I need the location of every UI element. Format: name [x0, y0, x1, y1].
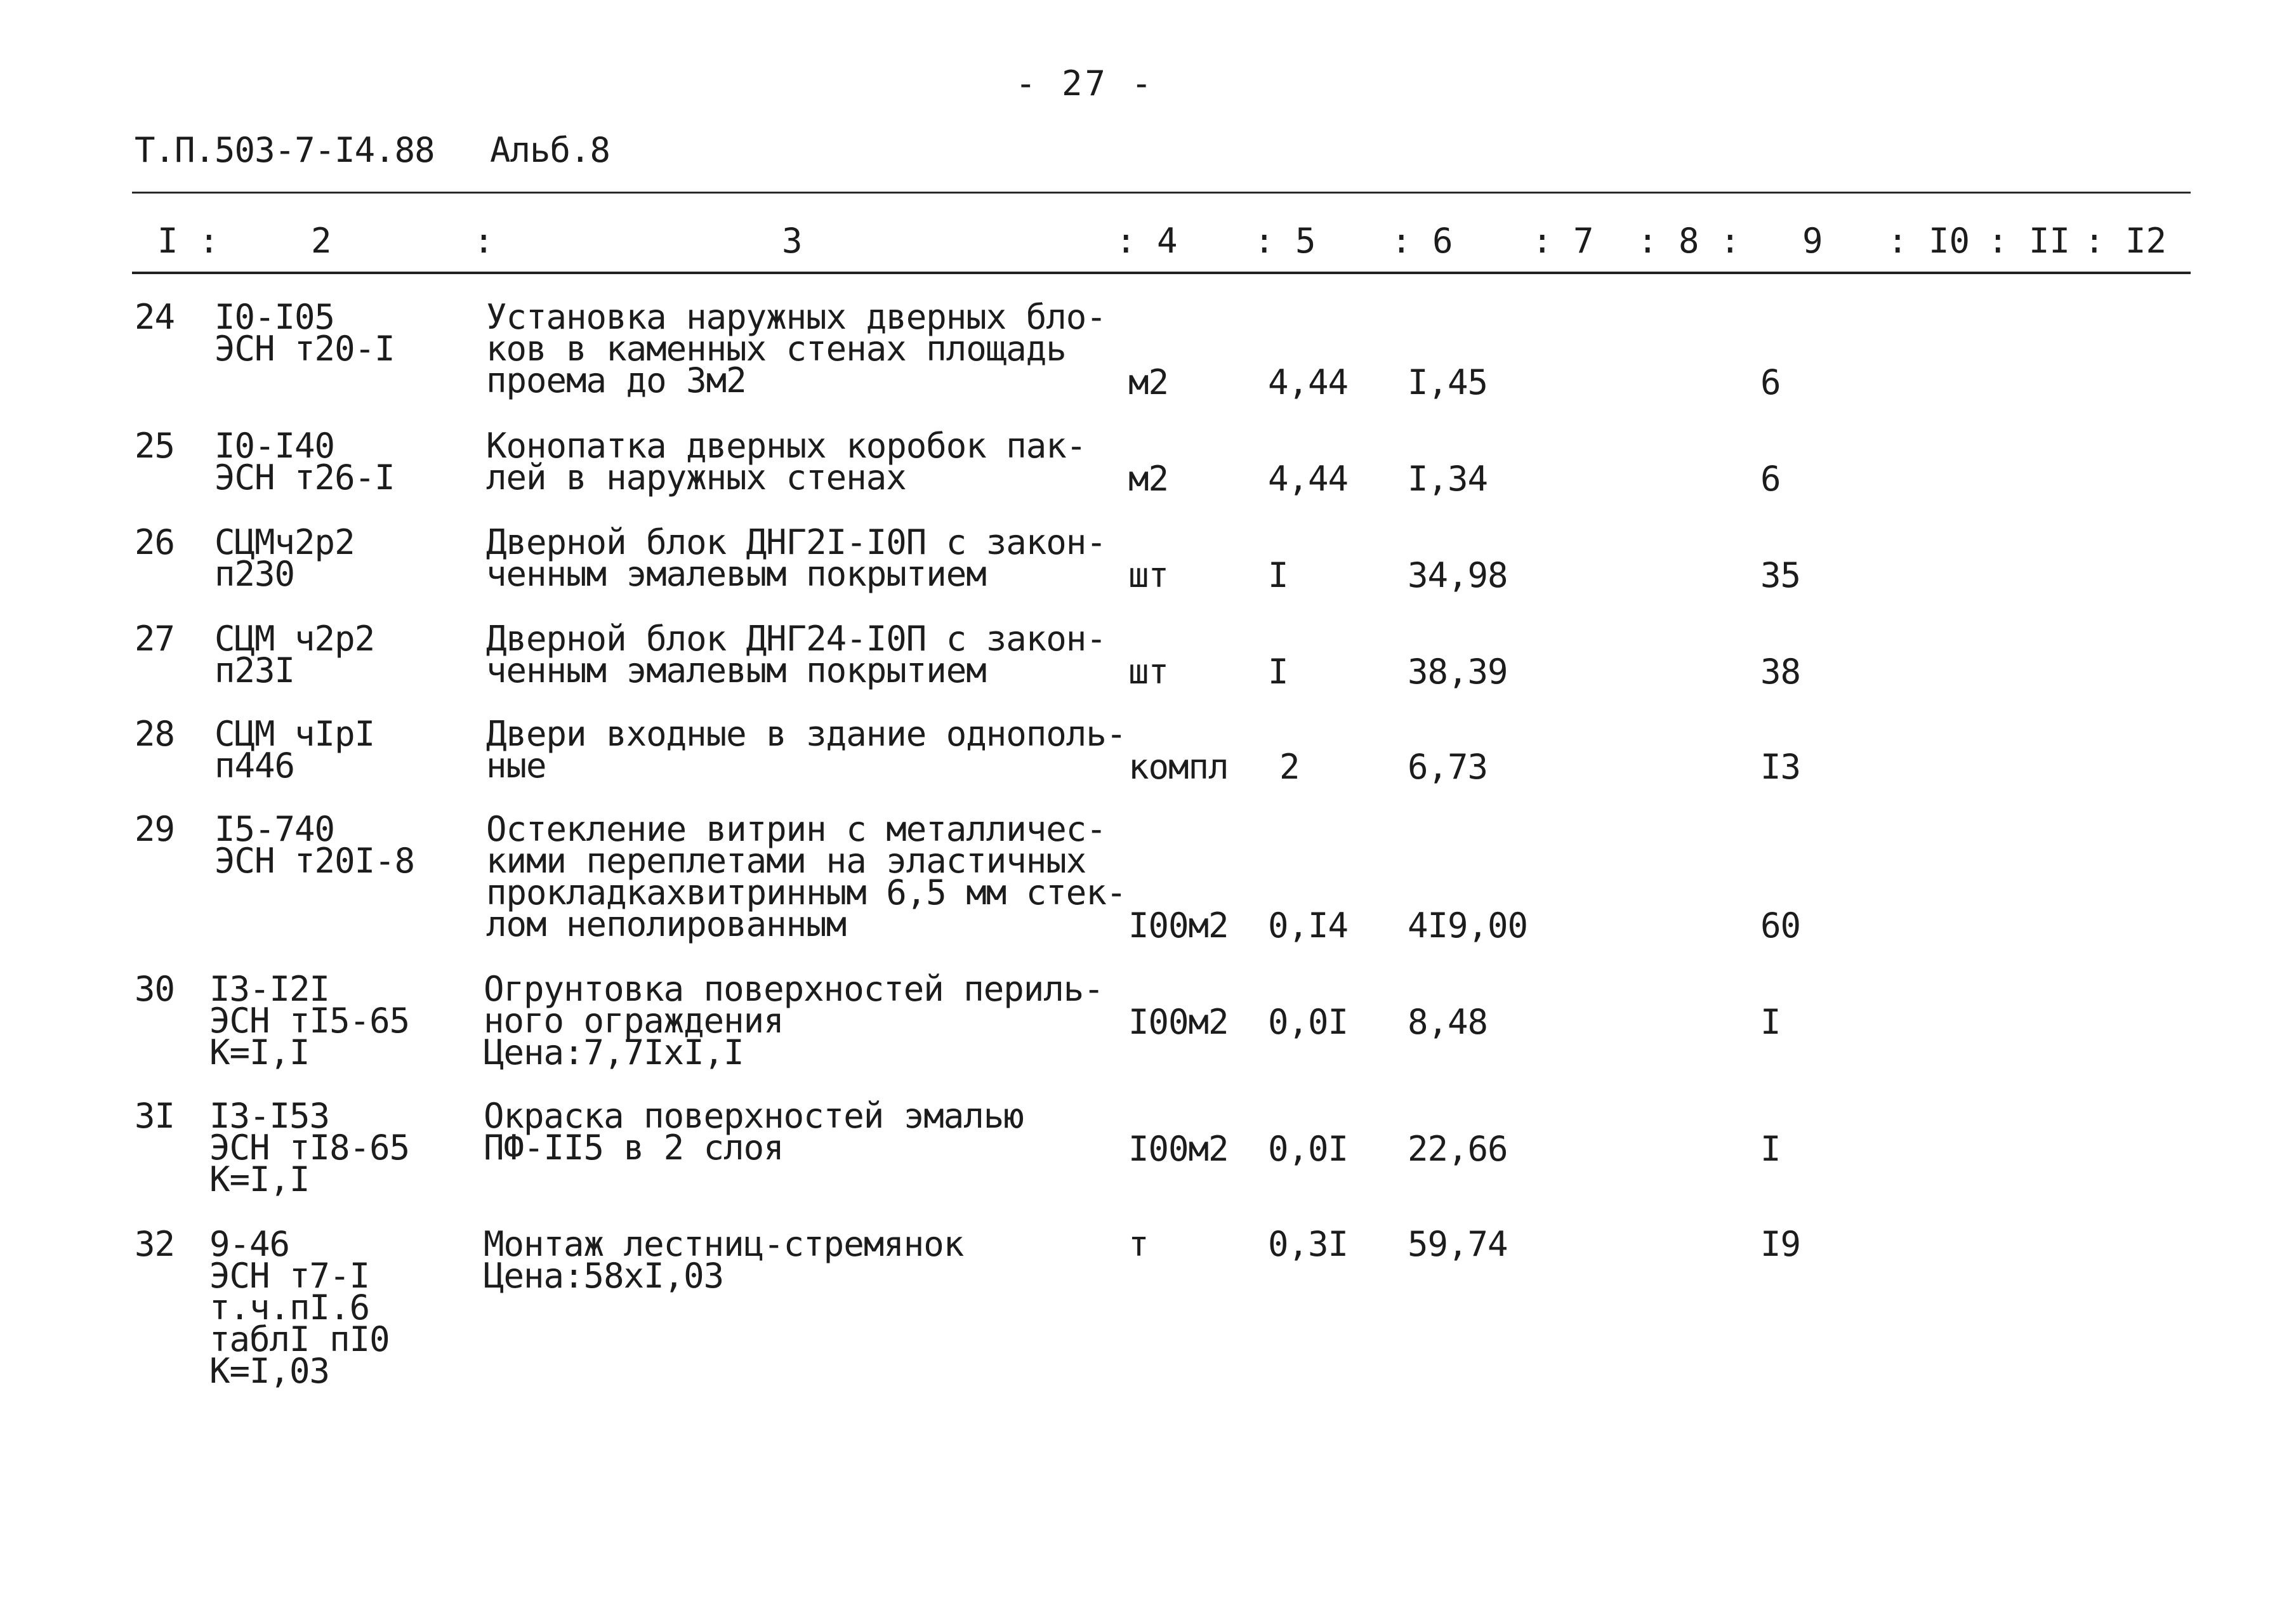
row-code: СЦМ чIрI п446: [214, 714, 375, 786]
row-unit: I00м2: [1128, 1129, 1229, 1169]
row-total: 35: [1760, 555, 1801, 595]
row-number: 24: [135, 297, 175, 337]
row-unit: шт: [1128, 652, 1169, 692]
row-unit-price: 8,48: [1408, 1002, 1488, 1042]
row-total: I: [1760, 1129, 1781, 1169]
column-header-2: 2: [311, 221, 332, 261]
column-header-10: : I0: [1887, 221, 1970, 261]
column-header-separator: :: [473, 221, 494, 261]
row-code: I5-740 ЭСН т20I-8: [214, 809, 415, 881]
document-code: Т.П.503-7-I4.88: [135, 130, 435, 170]
row-quantity: 2: [1279, 747, 1300, 787]
row-unit: т: [1128, 1224, 1149, 1264]
row-number: 30: [135, 969, 175, 1009]
row-quantity: I: [1268, 652, 1288, 692]
row-unit: шт: [1128, 555, 1169, 595]
row-description: Монтаж лестниц-стремянок Цена:58хI,03: [484, 1224, 964, 1296]
row-total: 6: [1760, 459, 1781, 499]
row-unit-price: I,34: [1408, 459, 1488, 499]
row-code: 9-46 ЭСН т7-I т.ч.пI.6 таблI пI0 К=I,03: [209, 1224, 390, 1391]
row-total: I: [1760, 1002, 1781, 1042]
row-number: 29: [135, 809, 175, 849]
row-unit-price: 59,74: [1408, 1224, 1508, 1264]
row-unit-price: 22,66: [1408, 1129, 1508, 1169]
row-unit-price: I,45: [1408, 362, 1488, 402]
column-header-5: : 5: [1254, 221, 1316, 261]
row-description: Окраска поверхностей эмалью ПФ-II5 в 2 слоя: [484, 1096, 1024, 1168]
row-description: Дверной блок ДНГ2I-I0П с закон- ченным эмалевым покрытием: [486, 522, 1106, 594]
row-unit-price: 34,98: [1408, 555, 1508, 595]
row-unit-price: 38,39: [1408, 652, 1508, 692]
row-number: 3I: [135, 1096, 175, 1136]
row-quantity: 0,3I: [1268, 1224, 1349, 1264]
row-quantity: 4,44: [1268, 459, 1349, 499]
row-number: 25: [135, 426, 175, 466]
row-code: СЦМ ч2р2 п23I: [214, 619, 375, 690]
row-total: 60: [1760, 906, 1801, 946]
column-header-8: : 8 :: [1637, 221, 1741, 261]
row-description: Двери входные в здание однополь- ные: [486, 714, 1126, 786]
row-code: I3-I53 ЭСН тI8-65 К=I,I: [209, 1096, 410, 1199]
row-quantity: 0,0I: [1268, 1129, 1349, 1169]
row-unit: м2: [1128, 362, 1169, 402]
row-unit: компл: [1128, 747, 1229, 787]
column-header-11: : II: [1988, 221, 2071, 261]
row-description: Огрунтовка поверхностей периль- ного ограждения Цена:7,7IхI,I: [484, 969, 1104, 1072]
row-code: I0-I05 ЭСН т20-I: [214, 297, 395, 369]
row-number: 26: [135, 522, 175, 562]
column-header-3: 3: [782, 221, 803, 261]
row-total: I3: [1760, 747, 1801, 787]
row-unit: I00м2: [1128, 1002, 1229, 1042]
row-description: Конопатка дверных коробок пак- лей в наружных стенах: [486, 426, 1086, 498]
column-header-12: : I2: [2084, 221, 2167, 261]
column-header-7: : 7: [1532, 221, 1594, 261]
row-code: I0-I40 ЭСН т26-I: [214, 426, 395, 498]
row-number: 32: [135, 1224, 175, 1264]
row-unit: I00м2: [1128, 906, 1229, 946]
row-description: Остекление витрин с металличес- кими переплетами на эластичных прокладкахвитринным 6,5 мм стек- лом неполированным: [486, 809, 1126, 944]
column-header-1: I :: [157, 221, 220, 261]
album-label: Альб.8: [490, 130, 610, 170]
row-total: I9: [1760, 1224, 1801, 1264]
header-rule-bottom: [132, 272, 2191, 274]
header-rule-top: [132, 192, 2191, 194]
row-unit-price: 4I9,00: [1408, 906, 1528, 946]
row-quantity: I: [1268, 555, 1288, 595]
column-header-4: : 4: [1116, 221, 1178, 261]
page-number: - 27 -: [1015, 63, 1155, 103]
row-number: 28: [135, 714, 175, 754]
row-code: I3-I2I ЭСН тI5-65 К=I,I: [209, 969, 410, 1072]
row-total: 6: [1760, 362, 1781, 402]
row-code: СЦМч2р2 п230: [214, 522, 355, 594]
column-header-9: 9: [1802, 221, 1823, 261]
row-quantity: 0,0I: [1268, 1002, 1349, 1042]
row-quantity: 4,44: [1268, 362, 1349, 402]
row-number: 27: [135, 619, 175, 659]
row-unit-price: 6,73: [1408, 747, 1488, 787]
row-unit: м2: [1128, 459, 1169, 499]
row-quantity: 0,I4: [1268, 906, 1349, 946]
row-total: 38: [1760, 652, 1801, 692]
row-description: Дверной блок ДНГ24-I0П с закон- ченным эмалевым покрытием: [486, 619, 1106, 690]
row-description: Установка наружных дверных бло- ков в каменных стенах площадь проема до 3м2: [486, 297, 1106, 400]
column-header-6: : 6: [1391, 221, 1453, 261]
